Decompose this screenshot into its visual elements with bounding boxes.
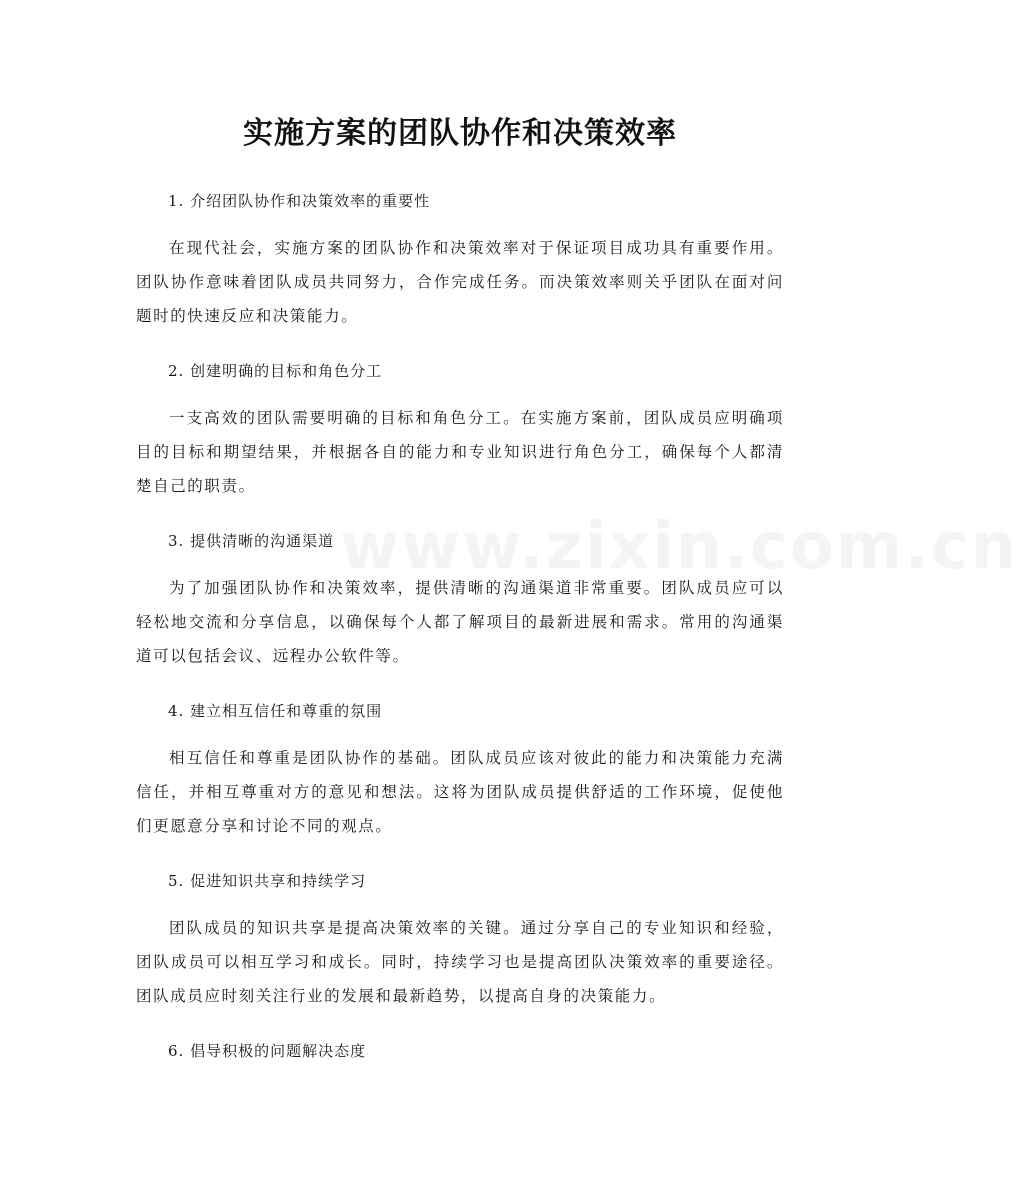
section-heading-5: 5. 促进知识共享和持续学习 [168, 872, 367, 890]
watermark: www.zixin.com.cn [340, 510, 1018, 584]
section-heading-4: 4. 建立相互信任和尊重的氛围 [168, 702, 383, 720]
section-body-5: 团队成员的知识共享是提高决策效率的关键。通过分享自己的专业知识和经验，团队成员可以相互学习和成长。同时，持续学习也是提高团队决策效率的重要途径。团队成员应时刻关注行业的发展和最新趋势，以提高自身的决策能力。 [136, 919, 784, 1005]
section-body-3: 为了加强团队协作和决策效率，提供清晰的沟通渠道非常重要。团队成员应可以轻松地交流和分享信息，以确保每个人都了解项目的最新进展和需求。常用的沟通渠道可以包括会议、远程办公软件等。 [136, 579, 784, 665]
section-heading-1: 1. 介绍团队协作和决策效率的重要性 [168, 192, 431, 210]
section-heading-3: 3. 提供清晰的沟通渠道 [168, 532, 335, 550]
page-title: 实施方案的团队协作和决策效率 [243, 116, 677, 151]
section-body-1: 在现代社会，实施方案的团队协作和决策效率对于保证项目成功具有重要作用。团队协作意味着团队成员共同努力，合作完成任务。而决策效率则关乎团队在面对问题时的快速反应和决策能力。 [136, 239, 784, 325]
section-body-2: 一支高效的团队需要明确的目标和角色分工。在实施方案前，团队成员应明确项目的目标和期望结果，并根据各自的能力和专业知识进行角色分工，确保每个人都清楚自己的职责。 [136, 409, 784, 495]
section-heading-6: 6. 倡导积极的问题解决态度 [168, 1042, 367, 1060]
section-heading-2: 2. 创建明确的目标和角色分工 [168, 362, 383, 380]
section-body-4: 相互信任和尊重是团队协作的基础。团队成员应该对彼此的能力和决策能力充满信任，并相互尊重对方的意见和想法。这将为团队成员提供舒适的工作环境，促使他们更愿意分享和讨论不同的观点。 [136, 749, 784, 835]
